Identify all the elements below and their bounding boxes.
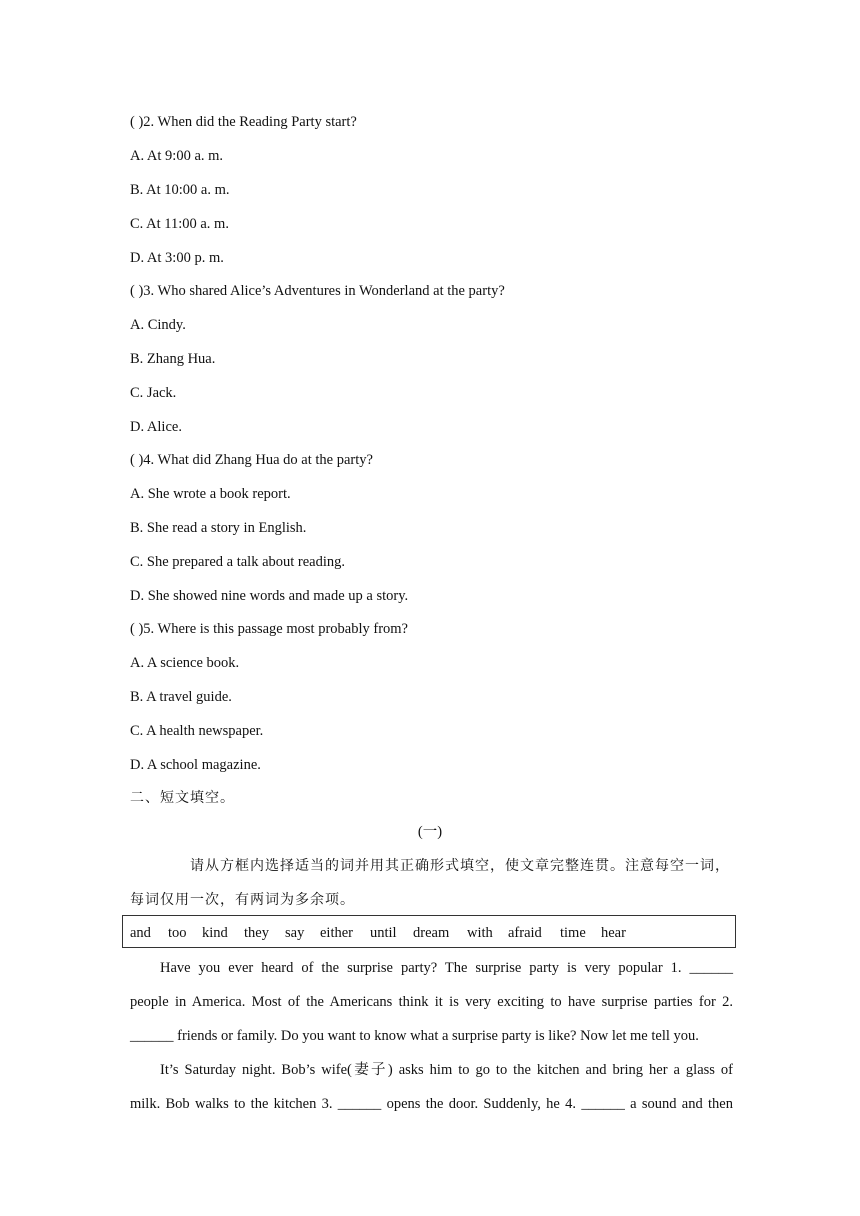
word-bank-word: and [130, 925, 151, 941]
question-3-option-c: C. Jack. [130, 385, 177, 401]
word-bank-word: hear [601, 925, 626, 941]
question-3-stem: ( )3. Who shared Alice’s Adventures in Wonderland at the party? [130, 283, 505, 299]
question-2-option-a: A. At 9:00 a. m. [130, 148, 224, 164]
word-bank-word: with [467, 925, 493, 941]
section-subheading: (一) [417, 824, 443, 840]
question-3-option-b: B. Zhang Hua. [130, 351, 216, 367]
word-bank-word: too [168, 925, 187, 941]
question-4-option-d: D. She showed nine words and made up a story. [130, 588, 409, 604]
passage-p2-line2: milk. Bob walks to the kitchen 3. ______ opens the door. Suddenly, he 4. ______ a sound and then [130, 1096, 733, 1112]
passage-p1-line2: people in America. Most of the Americans think it is very exciting to have surprise parties for 2. [130, 994, 733, 1010]
passage-p1-line3: ______ friends or family. Do you want to know what a surprise party is like? Now let me tell you. [130, 1028, 699, 1044]
instruction-line-1: 请从方框内选择适当的词并用其正确形式填空，使文章完整连贯。注意每空一词， [190, 858, 730, 874]
question-3-option-d: D. Alice. [130, 419, 182, 435]
question-5-stem: ( )5. Where is this passage most probably from? [130, 621, 408, 637]
question-3-option-a: A. Cindy. [130, 317, 186, 333]
instruction-line-2: 每词仅用一次，有两词为多余项。 [130, 892, 355, 908]
word-bank-word: they [244, 925, 269, 941]
section-heading: 二、短文填空。 [130, 790, 235, 806]
question-5-option-b: B. A travel guide. [130, 689, 232, 705]
question-4-option-c: C. She prepared a talk about reading. [130, 554, 346, 570]
question-5-option-a: A. A science book. [130, 655, 240, 671]
question-4-option-b: B. She read a story in English. [130, 520, 307, 536]
word-bank-word: afraid [508, 925, 542, 941]
word-bank-word: either [320, 925, 354, 941]
passage-p2-line1: It’s Saturday night. Bob’s wife(妻子) asks him to go to the kitchen and bring her a glass of [160, 1062, 733, 1078]
question-4-option-a: A. She wrote a book report. [130, 486, 291, 502]
word-bank-word: dream [413, 925, 450, 941]
word-bank-word: kind [202, 925, 228, 941]
word-bank-word: until [370, 925, 397, 941]
word-bank-word: time [560, 925, 586, 941]
question-2-option-c: C. At 11:00 a. m. [130, 216, 229, 232]
question-2-stem: ( )2. When did the Reading Party start? [130, 114, 357, 130]
question-2-option-d: D. At 3:00 p. m. [130, 250, 224, 266]
word-bank-box [122, 915, 736, 948]
question-5-option-c: C. A health newspaper. [130, 723, 264, 739]
word-bank-word: say [285, 925, 305, 941]
question-2-option-b: B. At 10:00 a. m. [130, 182, 230, 198]
passage-p1-line1: Have you ever heard of the surprise party? The surprise party is very popular 1. ______ [160, 960, 733, 976]
question-5-option-d: D. A school magazine. [130, 757, 261, 773]
question-4-stem: ( )4. What did Zhang Hua do at the party? [130, 452, 373, 468]
